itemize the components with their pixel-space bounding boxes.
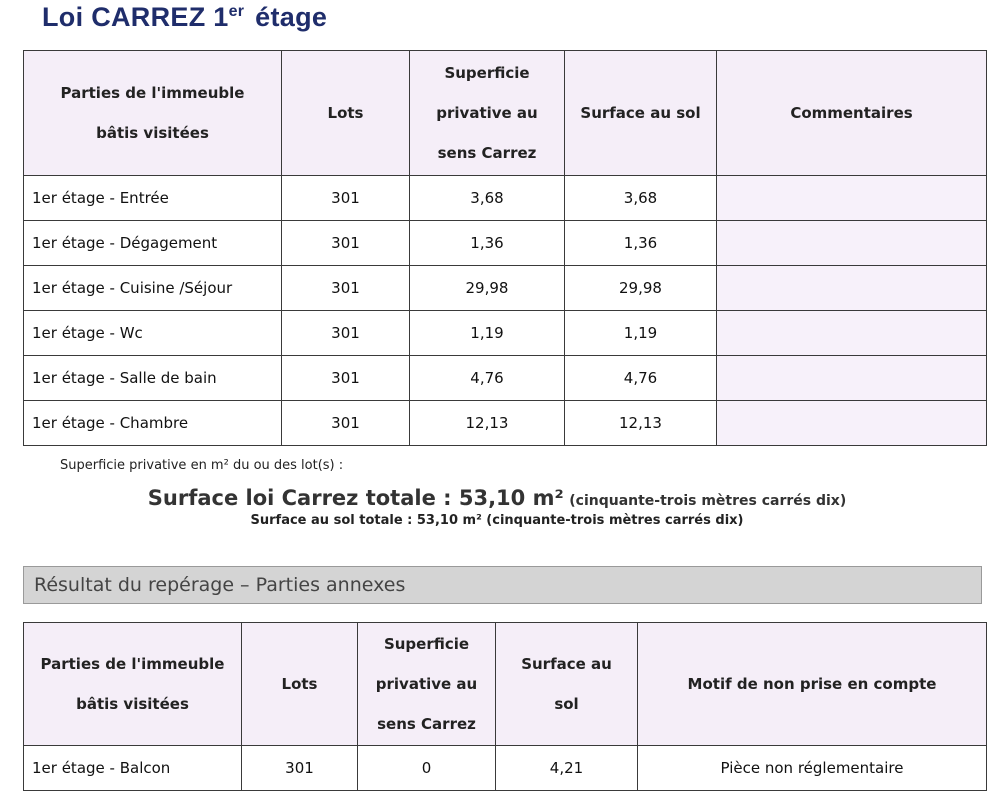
table-row	[24, 401, 987, 446]
cell-carrez: 0	[358, 746, 496, 791]
cell-lot: 301	[242, 746, 358, 791]
cell-comment	[717, 401, 987, 446]
cell-partie: 1er étage - Dégagement	[24, 221, 282, 266]
cell-carrez: 1,19	[410, 311, 565, 356]
cell-comment	[717, 221, 987, 266]
cell-comment	[717, 266, 987, 311]
carrez-table	[23, 50, 987, 446]
header-parties: Parties de l'immeuble bâtis visitées	[24, 623, 242, 746]
cell-partie: 1er étage - Wc	[24, 311, 282, 356]
table-row	[24, 176, 987, 221]
table-header-row	[24, 623, 987, 746]
header-lots: Lots	[282, 51, 410, 176]
cell-lot: 301	[282, 266, 410, 311]
cell-comment	[717, 356, 987, 401]
cell-comment	[717, 176, 987, 221]
carrez-total-words: (cinquante-trois mètres carrés dix)	[569, 493, 847, 509]
cell-lot: 301	[282, 221, 410, 266]
cell-partie: 1er étage - Chambre	[24, 401, 282, 446]
header-sol: Surface au sol	[496, 623, 638, 746]
cell-partie: 1er étage - Cuisine /Séjour	[24, 266, 282, 311]
cell-sol: 29,98	[565, 266, 717, 311]
cell-lot: 301	[282, 401, 410, 446]
cell-sol: 4,21	[496, 746, 638, 791]
cell-partie: 1er étage - Salle de bain	[24, 356, 282, 401]
cell-carrez: 29,98	[410, 266, 565, 311]
cell-lot: 301	[282, 356, 410, 401]
cell-partie: 1er étage - Balcon	[24, 746, 242, 791]
header-comments: Commentaires	[717, 51, 987, 176]
table-row	[24, 311, 987, 356]
table-row	[24, 266, 987, 311]
cell-sol: 1,36	[565, 221, 717, 266]
table-row	[24, 356, 987, 401]
header-lots: Lots	[242, 623, 358, 746]
header-motif: Motif de non prise en compte	[638, 623, 987, 746]
cell-carrez: 3,68	[410, 176, 565, 221]
cell-partie: 1er étage - Entrée	[24, 176, 282, 221]
cell-comment	[717, 311, 987, 356]
cell-lot: 301	[282, 176, 410, 221]
cell-sol: 12,13	[565, 401, 717, 446]
cell-sol: 3,68	[565, 176, 717, 221]
cell-carrez: 4,76	[410, 356, 565, 401]
header-parties: Parties de l'immeuble bâtis visitées	[24, 51, 282, 176]
sol-total: Surface au sol totale : 53,10 m² (cinquante-trois mètres carrés dix)	[250, 513, 744, 528]
cell-motif: Pièce non réglementaire	[638, 746, 987, 791]
table-row	[24, 746, 987, 791]
header-carrez: Superficie privative au sens Carrez	[358, 623, 496, 746]
cell-sol: 1,19	[565, 311, 717, 356]
carrez-total	[0, 486, 994, 510]
page-title: Loi CARREZ 1er étage	[42, 2, 328, 32]
header-sol: Surface au sol	[565, 51, 717, 176]
table-header-row	[24, 51, 987, 176]
annexes-table	[23, 622, 987, 791]
annexes-section-title: Résultat du repérage – Parties annexes	[23, 566, 982, 604]
carrez-total-value: Surface loi Carrez totale : 53,10 m²	[147, 486, 564, 510]
cell-lot: 301	[282, 311, 410, 356]
cell-carrez: 1,36	[410, 221, 565, 266]
header-carrez: Superficie privative au sens Carrez	[410, 51, 565, 176]
cell-carrez: 12,13	[410, 401, 565, 446]
cell-sol: 4,76	[565, 356, 717, 401]
privative-surface-note: Superficie privative en m² du ou des lot(s) :	[60, 458, 344, 473]
table-row	[24, 221, 987, 266]
